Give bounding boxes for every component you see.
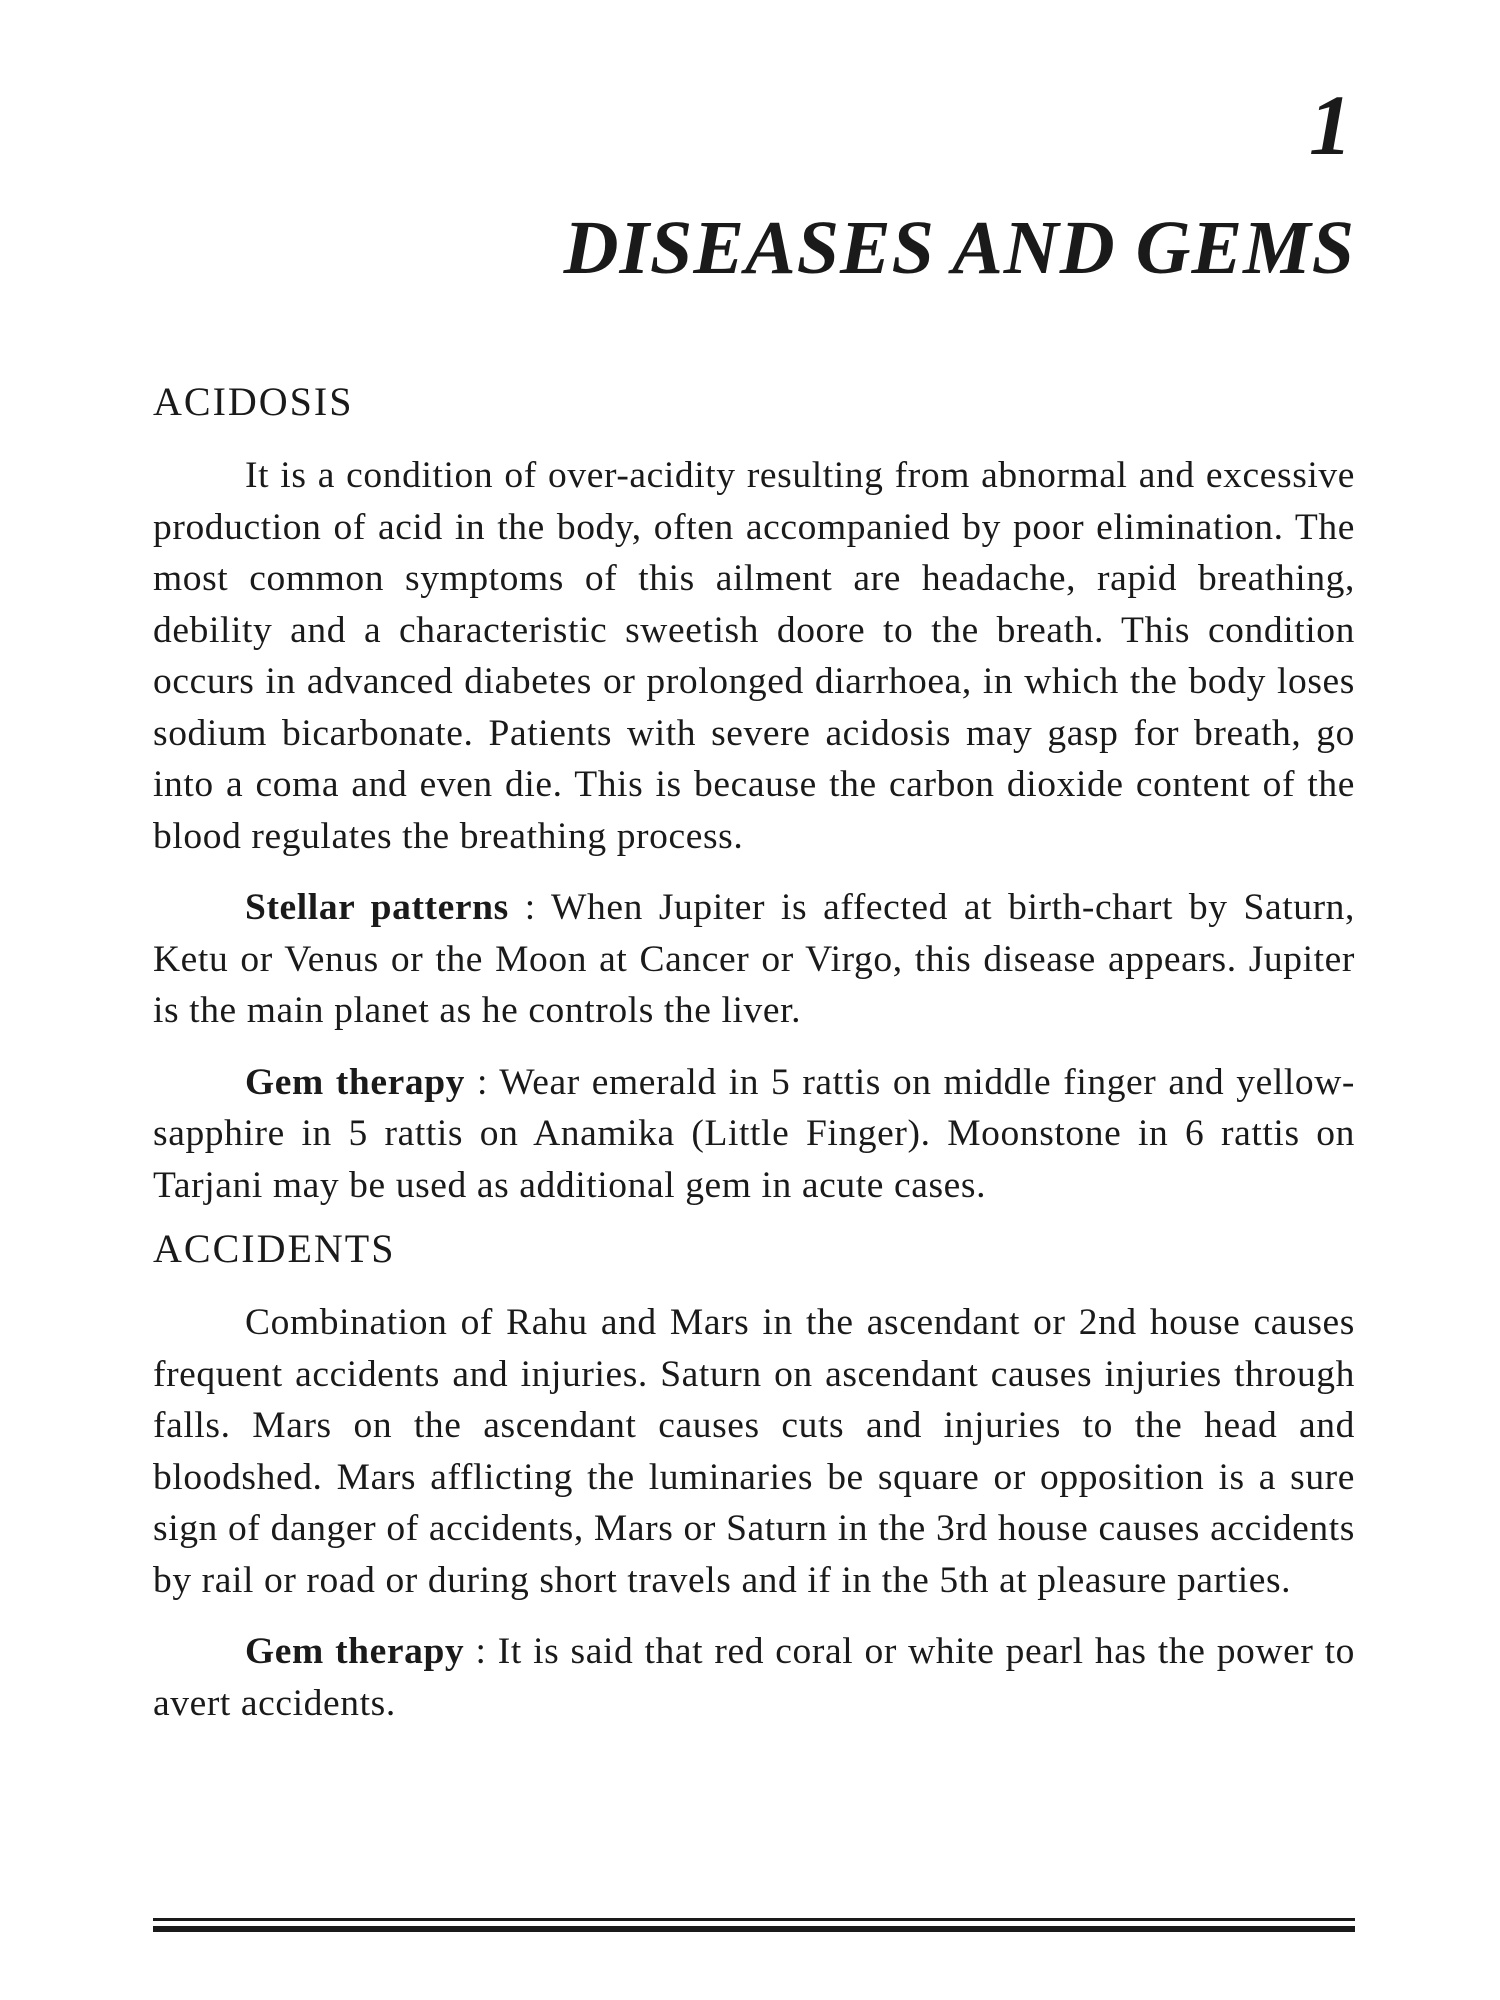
paragraph-text: : Wear emerald in 5 rattis on middle finger and yellow-sapphire in 5 rattis on Anamika (Little Finger). Moonstone in 6 rattis on Tarjani may be used as additional gem in acute cases.: [153, 1061, 1355, 1206]
footer-rule-thin: [153, 1918, 1355, 1921]
footer-rule-thick: [153, 1926, 1355, 1932]
paragraph: [153, 450, 1355, 862]
paragraph: [153, 1297, 1355, 1606]
chapter-title: DISEASES AND GEMS: [563, 206, 1355, 290]
paragraph-text: : When Jupiter is affected at birth-chart by Saturn, Ketu or Venus or the Moon at Cancer or Virgo, this disease appears. Jupiter is the main planet as he controls the liver.: [153, 887, 1355, 1031]
section-heading: ACIDOSIS: [153, 379, 354, 424]
paragraph-text: : It is said that red coral or white pearl has the power to avert accidents.: [153, 1631, 1355, 1724]
paragraph-lead: Gem therapy: [245, 1631, 465, 1672]
page-content: [153, 378, 1355, 1749]
section-heading: ACCIDENTS: [153, 1226, 396, 1271]
section-acidosis: [153, 378, 1355, 1211]
paragraph-lead: Gem therapy: [245, 1061, 465, 1103]
paragraph: [153, 1626, 1355, 1729]
paragraph-text: Combination of Rahu and Mars in the ascendant or 2nd house causes frequent accidents and injuries. Saturn on ascendant causes injuries through falls. Mars on the ascendant causes cuts and injuries to the head and bloodshed. Mars afflicting the luminaries be square or opposition is a sure sign of danger of accidents, Mars or Saturn in the 3rd house causes accidents by rail or road or during short travels and if in the 5th at pleasure parties.: [153, 1302, 1355, 1601]
paragraph-lead: Stellar patterns: [245, 887, 509, 928]
chapter-number: 1: [1309, 77, 1352, 173]
paragraph: [153, 1057, 1355, 1212]
paragraph-text: It is a condition of over-acidity resulting from abnormal and excessive production of acid in the body, often accompanied by poor elimination. The most common symptoms of this ailment are headache, rapid breathing, debility and a characteristic sweetish doore to the breath. This condition occurs in advanced diabetes or prolonged diarrhoea, in which the body loses sodium bicarbonate. Patients with severe acidosis may gasp for breath, go into a coma and even die. This is because the carbon dioxide content of the blood regulates the breathing process.: [153, 455, 1355, 857]
paragraph: [153, 882, 1355, 1037]
section-accidents: [153, 1225, 1355, 1729]
